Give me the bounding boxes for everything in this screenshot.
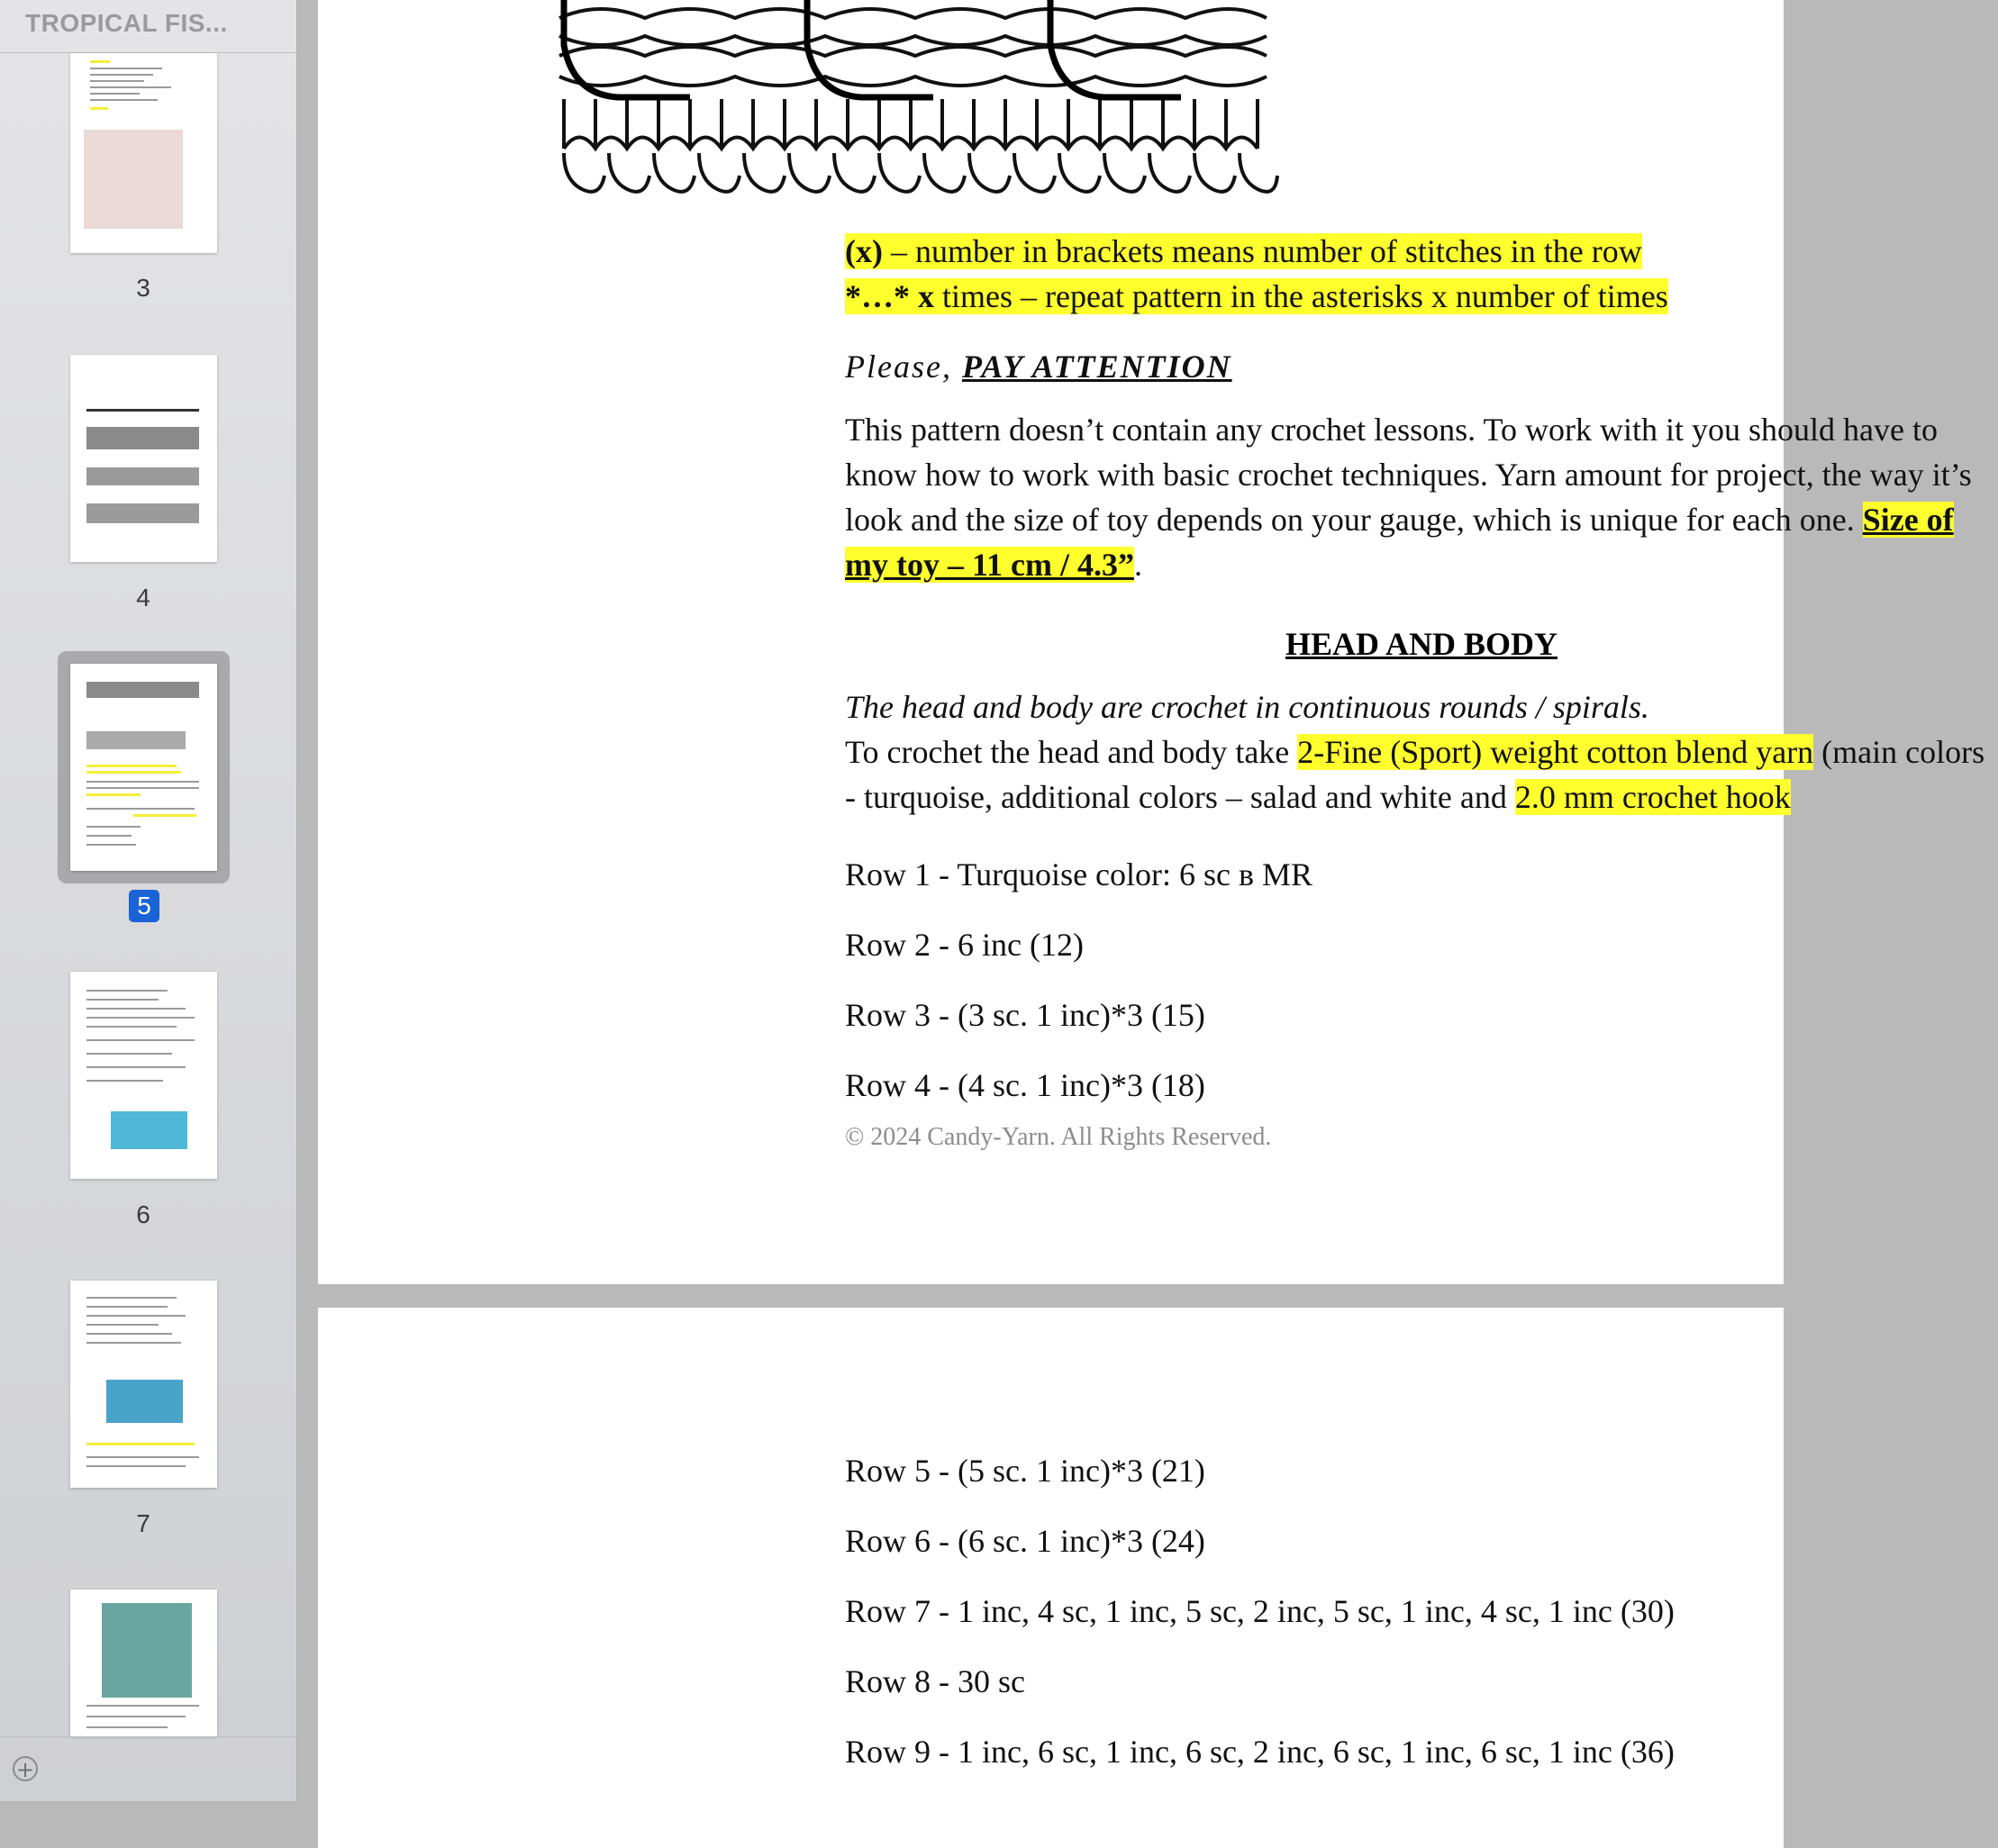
document-title: TROPICAL FIS...: [25, 9, 228, 37]
thumbnail-page-7[interactable]: [70, 1281, 217, 1488]
copyright: © 2024 Candy-Yarn. All Rights Reserved.: [845, 1123, 1272, 1151]
page-number-3: 3: [136, 274, 150, 302]
section-intro: The head and body are crochet in continuous rounds / spirals.: [845, 689, 1649, 725]
legend-x: [845, 232, 1642, 270]
add-page-icon[interactable]: +: [13, 1756, 38, 1781]
sidebar-footer: [0, 1736, 296, 1802]
thumbnail-page-8[interactable]: [70, 1590, 217, 1736]
thumbnail-page-3[interactable]: [70, 53, 217, 253]
yarn-middle: (main colors - turquoise, additional colors – salad and white and: [845, 734, 1985, 815]
thumbnail-sidebar: [0, 0, 297, 1801]
document-page-5: [318, 0, 1985, 1284]
row-6: Row 6 - (6 sc. 1 inc)*3 (24): [845, 1523, 1205, 1559]
row-5: Row 5 - (5 sc. 1 inc)*3 (21): [845, 1453, 1205, 1489]
hook-highlight: 2.0 mm crochet hook: [1514, 779, 1791, 815]
stitch-diagram: [546, 0, 1285, 212]
row-7: Row 7 - 1 inc, 4 sc, 1 inc, 5 sc, 2 inc, 5 sc, 1 inc, 4 sc, 1 inc (30): [845, 1593, 1675, 1629]
thumbnail-page-5[interactable]: [70, 664, 217, 871]
attention-line: [845, 348, 1232, 385]
legend-x-text: – number in brackets means number of stitches in the row: [882, 233, 1642, 269]
page-number-5: 5: [129, 890, 159, 922]
legend-repeat-text: times – repeat pattern in the asterisks x number of times: [934, 278, 1668, 314]
intro-text: This pattern doesn’t contain any crochet lessons. To work with it you should have to know how to work with basic crochet techniques. Yarn amount for project, the way it’s look and the size of toy depends on your gauge, which is unique for each one.: [845, 412, 1972, 538]
legend-x-symbol: (x): [845, 233, 883, 269]
section-heading: HEAD AND BODY: [1285, 626, 1558, 662]
size-end: .: [1133, 547, 1142, 583]
page-number-7: 7: [136, 1509, 150, 1537]
thumbnail-page-6[interactable]: [70, 972, 217, 1179]
yarn-highlight: 2-Fine (Sport) weight cotton blend yarn: [1297, 734, 1814, 770]
row-3: Row 3 - (3 sc. 1 inc)*3 (15): [845, 997, 1205, 1033]
row-2: Row 2 - 6 inc (12): [845, 927, 1084, 963]
size-note: Size of my toy – 11 cm / 4.3”: [845, 502, 1954, 583]
row-4: Row 4 - (4 sc. 1 inc)*3 (18): [845, 1067, 1205, 1103]
page-number-4: 4: [136, 584, 150, 611]
yarn-paragraph: [845, 729, 1989, 820]
row-9: Row 9 - 1 inc, 6 sc, 1 inc, 6 sc, 2 inc, 6 sc, 1 inc, 6 sc, 1 inc (36): [845, 1734, 1675, 1770]
row-1: Row 1 - Turquoise color: 6 sc в MR: [845, 856, 1313, 892]
attention-label: PAY ATTENTION: [961, 349, 1232, 385]
row-8: Row 8 - 30 sc: [845, 1663, 1025, 1699]
legend-repeat-symbol: *…* x: [845, 278, 934, 314]
yarn-lead: To crochet the head and body take: [845, 734, 1298, 770]
thumbnail-page-4[interactable]: [70, 355, 217, 562]
attention-prefix: Please,: [845, 349, 952, 385]
legend-repeat: [845, 277, 1668, 315]
page-number-6: 6: [136, 1200, 150, 1228]
intro-paragraph: [845, 407, 1989, 587]
document-page-6: [318, 1308, 1784, 1848]
